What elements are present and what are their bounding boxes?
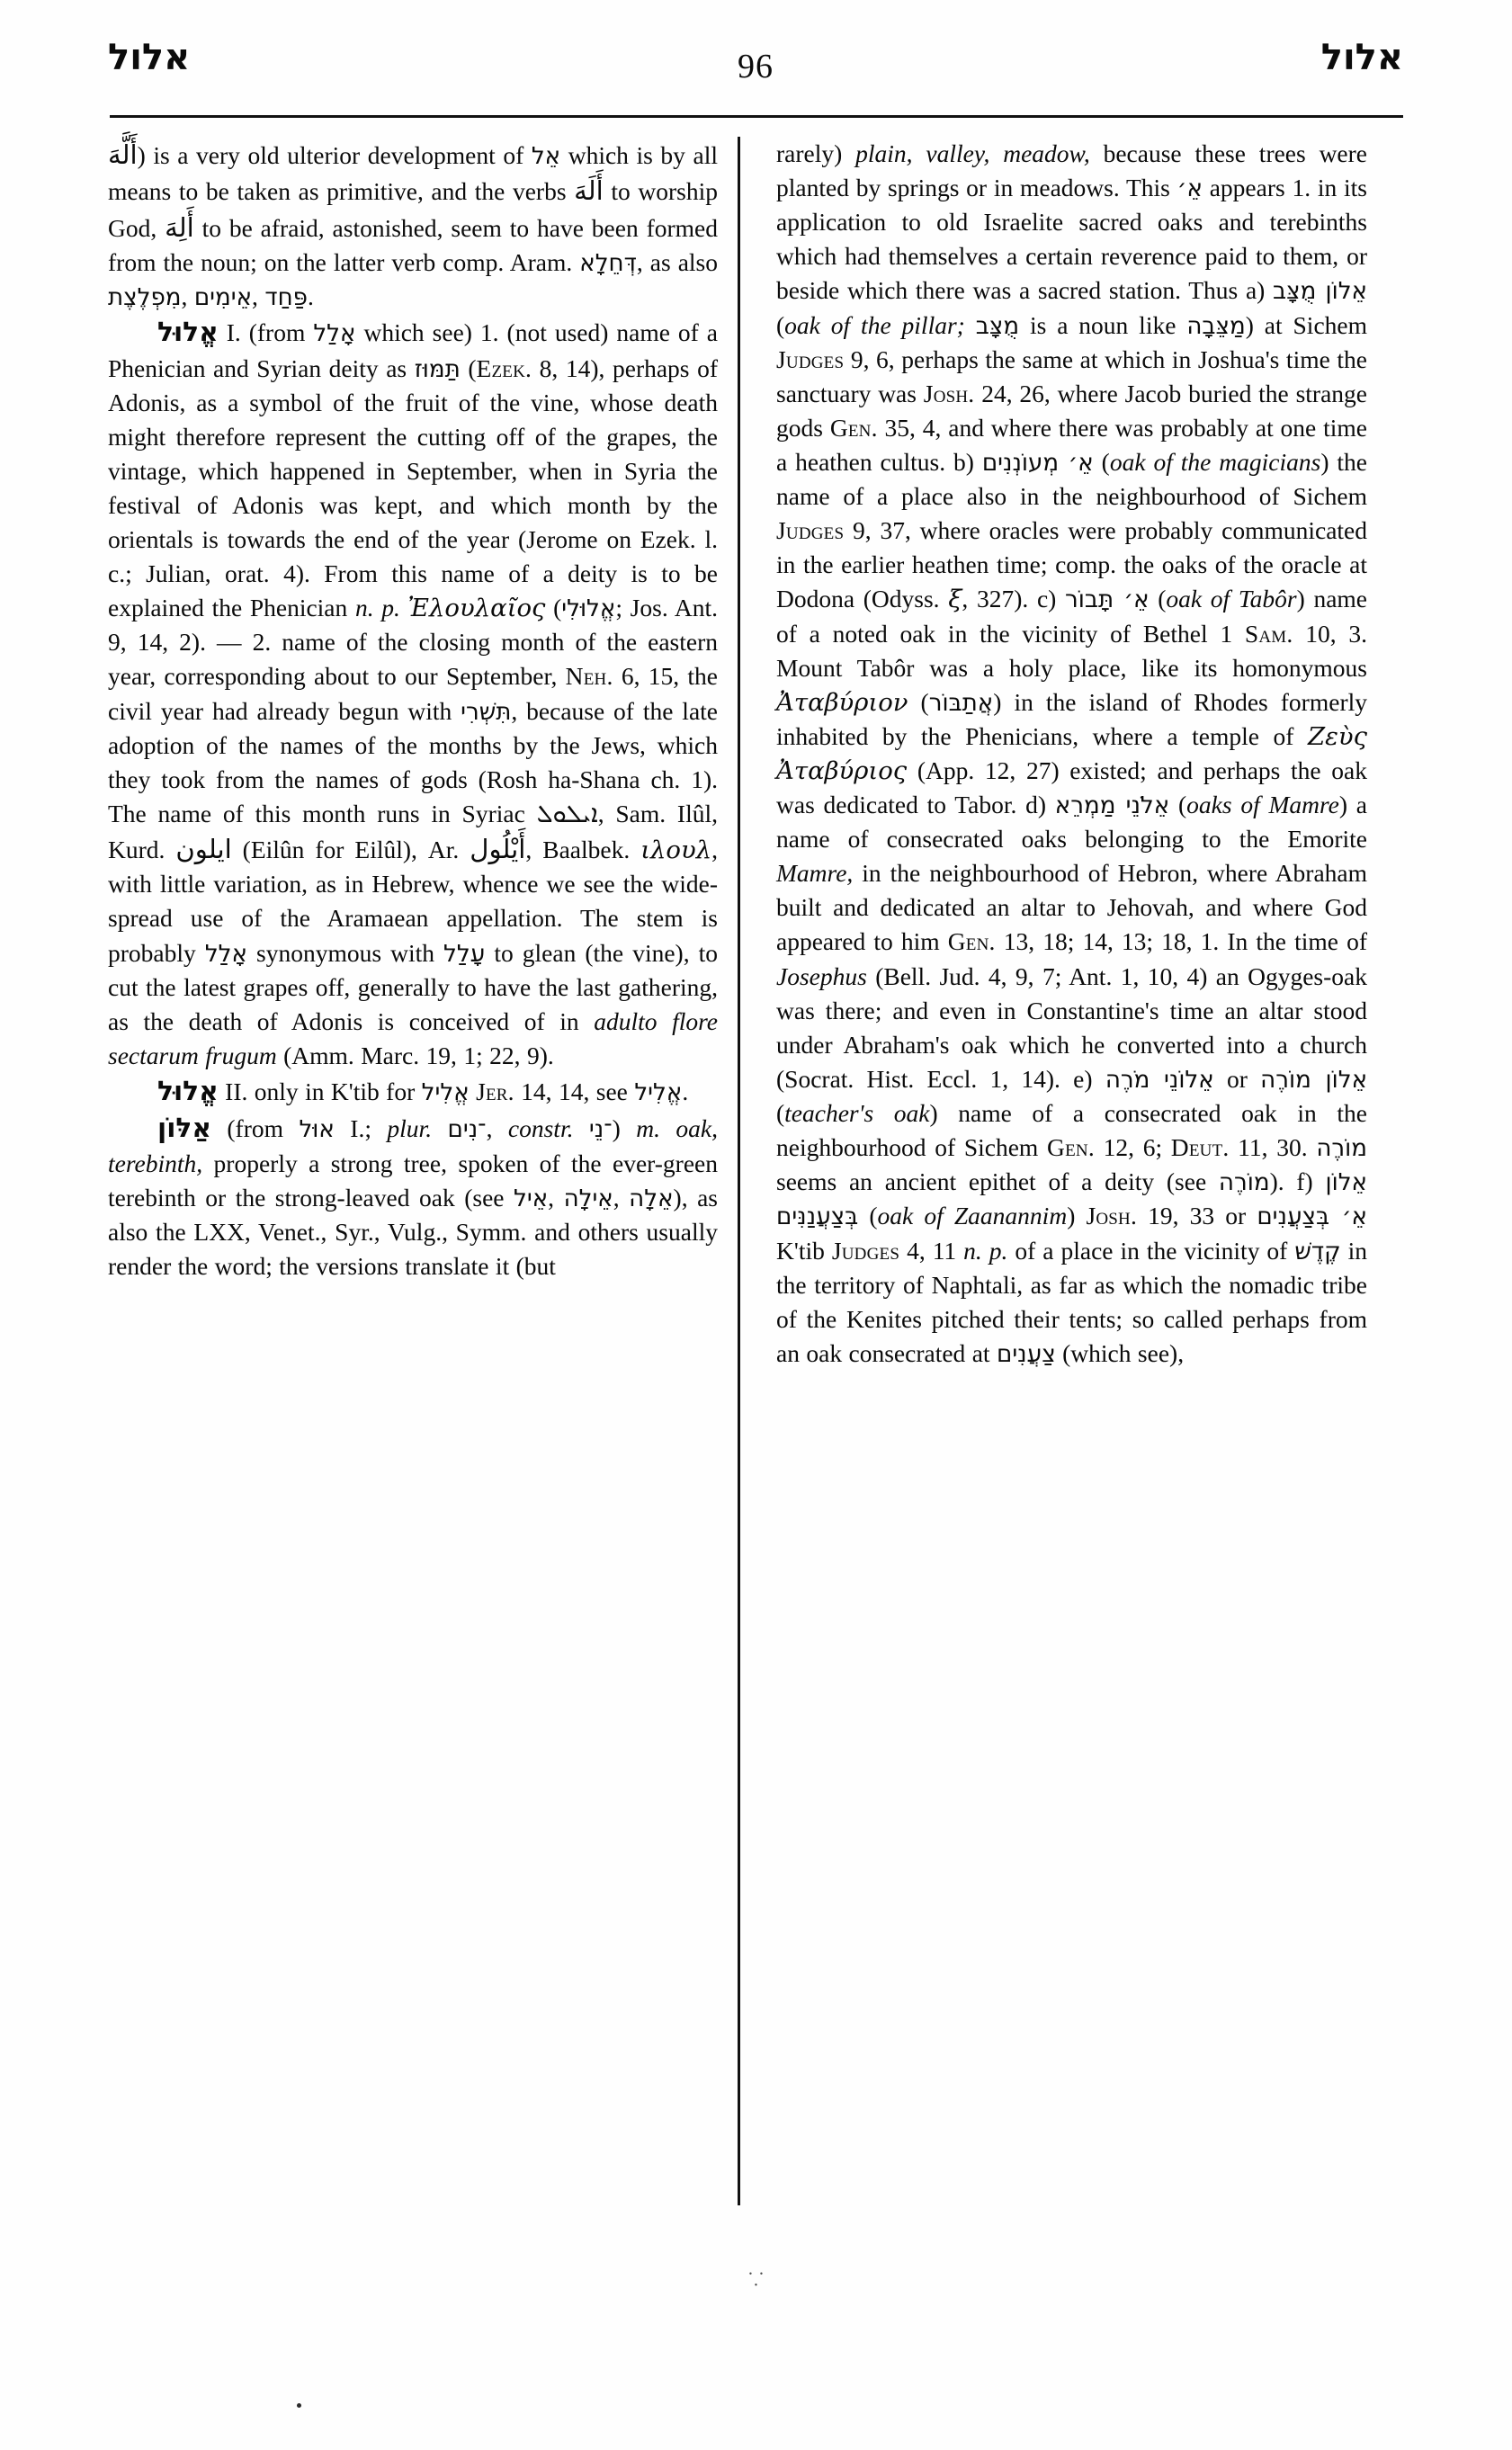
entry-paragraph-allon: אַלּוֹן (from אוּל I.; plur. ־נִים, constr. ־נֵי) m. oak, terebinth, properly a strong tree, spoken of the ever-green terebinth or the strong-leaved oak (see אֵיל, אֵילָה, אֵלָה), as also the LXX, Venet., Syr., Vulg., Symm. and others usually render the word; the versions translate it (but (108, 1113, 718, 1281)
hebrew-abbrev-alef: אֵ׳ (1176, 175, 1203, 203)
scripture-ref-gen-13: Gen. (947, 927, 996, 956)
scripture-ref-judges-9-6: Judges (776, 344, 845, 373)
footer-ornament: ⸪ (748, 2270, 764, 2290)
page-number: 96 (738, 48, 774, 85)
scripture-ref-ezek: Ezek. (476, 353, 532, 382)
hebrew-word-atabor: אֲתַבּוֹר (928, 689, 994, 717)
hebrew-word-zaanim: צַעֲנִים (997, 1340, 1056, 1368)
hebrew-phrase-alef-tabor: אֵ׳ תָּבוֹר (1065, 586, 1150, 614)
entry-paragraph-allon-continued: rarely) plain, valley, meadow, because these trees were planted by springs or in meadows. This אֵ׳ appears 1. in its application to old Israelite sacred oaks and terebinths which had themselves a certain reverence paid to them, or beside which there was a sacred station. Thus a) אֵלוֹן מֻצָּב (oak of the pillar; מֻצָּב is a noun like מַצֵּבָה) at Sichem Judges 9, 6, perhaps the same at which in Joshua's time the sanctuary was Josh. 24, 26, where Jacob buried the strange gods Gen. 35, 4, and where there was probably at one time a heathen cultus. b) אֵ׳ מְעוֹנְנִים (oak of the magicians) the name of a place also in the neighbourhood of Sichem Judges 9, 37, where oracles were probably communicated in the earlier heathen time; comp. the oaks of the oracle at Dodona (Odyss. ξ, 327). c) אֵ׳ תָּבוֹר (oak of Tabôr) name of a noted oak in the vicinity of Bethel 1 Sam. 10, 3. Mount Tabôr was a holy place, like its homonymous Ἀταβύριον (אֲתַבּוֹר) in the island of Rhodes formerly inhabited by the Phenicians, where a temple of Ζεὺς Ἀταβύριος (App. 12, 27) existed; and perhaps the oak was dedicated to Tabor. d) אֵלֹנֵי מַמְרֵא (oaks of Mamre) a name of consecrated oaks belonging to the Emorite Mamre, in the neighbourhood of Hebron, where Abraham built and dedicated an altar to Jehovah, and where God appeared to him Gen. 13, 18; 14, 13; 18, 1. In the time of Josephus (Bell. Jud. 4, 9, 7; Ant. 1, 10, 4) an Ogyges-oak was there; and even in Constantine's time an altar stood under Abraham's oak which he converted into a church (Socrat. Hist. Eccl. 1, 14). e) אֵלוֹנֵי מֹרֶה or אֵלוֹן מוֹרֶה (teacher's oak) name of a consecrated oak in the neighbourhood of Sichem Gen. 12, 6; Deut. 11, 30. מוֹרֶה seems an ancient epithet of a deity (see מוֹרֶה). f) אֵלוֹן בְּצַעֲנַנִּים (oak of Zaanannim) Josh. 19, 33 or אֵ׳ בְּצַעֲנִים K'tib Judges 4, 11 n. p. of a place in the vicinity of קֶדֶשׁ in the territory of Naphtali, as far as which the nomadic tribe of the Kenites pitched their tents; so called perhaps from an oak consecrated at צַעֲנִים (which see), (776, 139, 1368, 1368)
scripture-ref-gen-35: Gen. (829, 413, 878, 442)
hebrew-phrase-elone-moreh: אֵלוֹנֵי מֹרֶה (1105, 1066, 1214, 1094)
hebrew-word-moreh: מוֹרֶה (1316, 1135, 1367, 1163)
headword-allon: אַלּוֹן (157, 1113, 211, 1145)
hebrew-phrase-elon-muzzab: אֵלוֹן מֻצָּב (1273, 278, 1368, 306)
footer-dot (297, 2403, 301, 2408)
hebrew-word-el: אֵל (531, 143, 561, 170)
scripture-ref-judges-4: Judges (831, 1236, 900, 1265)
column-left (108, 137, 738, 2205)
hebrew-phrase-alef-meonenim: אֵ׳ מְעוֹנְנִים (981, 449, 1094, 477)
hebrew-word-miflezet: מִפְלֶצֶת (108, 284, 182, 312)
hebrew-word-alal: אָלַל (313, 320, 356, 348)
hebrew-word-eyl: אֵיל (514, 1185, 549, 1213)
running-head (108, 37, 1403, 112)
scripture-ref-sam: Sam. (1244, 619, 1293, 648)
hebrew-word-ul: אוּל (299, 1116, 335, 1144)
hebrew-word-pachad: פַּחַד (264, 284, 308, 312)
arabic-word-aliha: أَلِهَ (165, 211, 194, 243)
greek-letter-xi: ξ (948, 585, 962, 614)
hebrew-word-elil-see: אֱלִיל (634, 1078, 683, 1106)
column-right (738, 137, 1367, 2205)
hebrew-plural-nim: ־נִים (447, 1116, 487, 1144)
hebrew-phrase-alef-bezaanim: אֵ׳ בְּצַעֲנִים (1257, 1203, 1367, 1231)
header-rule (110, 115, 1403, 118)
scripture-ref-jer: Jer. (476, 1077, 514, 1105)
running-head-left-headword: אלול (108, 37, 191, 78)
syriac-word-ilul: ܐܝܠܘܠ (536, 799, 598, 828)
hebrew-word-muzzab: מֻצָּב (975, 312, 1020, 340)
hebrew-word-elah: אֵלָה (629, 1185, 674, 1213)
arabic-word-alaha: أَلَهَ (574, 175, 604, 207)
hebrew-phrase-elon-moreh: אֵלוֹן מוֹרֶה (1260, 1066, 1368, 1094)
aramaic-word-dechela: דְּחֵלָא (579, 250, 637, 278)
headword-elul-i: אֱלוּל (157, 317, 219, 349)
hebrew-word-kedesh: קֶדֶשׁ (1294, 1238, 1341, 1265)
hebrew-word-moreh-see: מוֹרֶה (1218, 1169, 1270, 1197)
greek-word-zeus-atabyrios: Ζεὺς Ἀταβύριος (776, 721, 1367, 785)
hebrew-word-eylah: אֵילָה (563, 1185, 613, 1213)
running-head-right-headword: אלול (1320, 37, 1403, 78)
arabic-word-aylul: أَيْلُول (470, 833, 526, 864)
hebrew-phrase-elone-mamre: אֵלֹנֵי מַמְרֵא (1054, 792, 1170, 820)
entry-paragraph-elul-one: אֱלוּל I. (from אָלַל which see) 1. (not used) name of a Phenician and Syrian deity as תַּמּוּז (Ezek. 8, 14), perhaps of Adonis, as a symbol of the fruit of the vine, whose death might therefore represent the cutting off of the grapes, the vintage, which happened in September, when in Syria the festival of Adonis was kept, and which month by the orientals is towards the end of the year (Jerome on Ezek. l. c.; Julian, orat. 4). From this name of a deity is to be explained the Phenician n. p. Ἐλουλαῖος (אֱלוּלִי; Jos. Ant. 9, 14, 2). — 2. name of the closing month of the eastern year, corresponding about to our September, Neh. 6, 15, the civil year had already begun with תִּשְׁרִי, because of the late adoption of the names of the months by the Jews, which they took from the names of gods (Rosh ha-Shana ch. 1). The name of this month runs in Syriac ܐܝܠܘܠ, Sam. Ilûl, Kurd. ايلون (Eilûn for Eilûl), Ar. أَيْلُول, Baalbek. ιλουλ, with little variation, as in Hebrew, whence we see the wide-spread use of the Aramaean appellation. The stem is probably אָלַל synonymous with עָלַל to glean (the vine), to cut the latest grapes off, generally to have the last gathering, as the death of Adonis is conceived of in adulto flore sectarum frugum (Amm. Marc. 19, 1; 22, 9). (108, 317, 719, 1069)
greek-word-eloulaios: Ἐλουλαῖος (407, 594, 546, 623)
hebrew-constr-ne: ־נֵי (588, 1116, 613, 1144)
entry-paragraph-allaha: أَلَّهَ) is a very old ulterior development of אֵל which is by all means to be taken as primitive, and the verbs أَلَهَ to worship God, أَلِهَ to be afraid, astonished, seem to have been formed from the noun; on the latter verb comp. Aram. דְּחֵלָא, as also מִפְלֶצֶת, אֵימִים, פַּחַד. (108, 139, 718, 312)
arabic-word-allaha: أَلَّهَ (108, 139, 138, 170)
hebrew-word-eluli: אֱלוּלִי (561, 595, 616, 623)
scripture-ref-gen-12: Gen. (1047, 1133, 1095, 1162)
greek-word-atabyrion: Ἀταβύριον (776, 687, 908, 717)
hebrew-word-elil: אֱלִיל (421, 1078, 470, 1106)
hebrew-word-tammuz: תַּמּוּז (414, 355, 461, 383)
entry-paragraph-elul-two: אֱלוּל II. only in K'tib for אֱלִיל Jer. 14, 14, see אֱלִיל. (157, 1075, 689, 1107)
scripture-ref-neh: Neh. (565, 662, 613, 691)
scripture-ref-josh-19: Josh. (1086, 1202, 1138, 1230)
hebrew-phrase-elon-bezaanannim: אֵלוֹן בְּצַעֲנַנִּים (776, 1169, 1367, 1231)
scripture-ref-josh-24: Josh. (923, 379, 975, 407)
hebrew-word-tishri: תִּשְׁרִי (461, 698, 512, 726)
kurdish-word-eilun: ايلون (175, 833, 232, 864)
greek-word-iloul: ιλουλ (640, 835, 712, 864)
hebrew-word-mazzevah: מַצֵּבָה (1186, 312, 1246, 340)
hebrew-word-alal-stem: אָלַל (204, 940, 247, 968)
headword-elul-ii: אֱלוּל (157, 1075, 219, 1107)
scripture-ref-deut-11: Deut. (1170, 1133, 1230, 1162)
body-columns (108, 137, 1407, 2205)
scripture-ref-judges-9-37: Judges (776, 516, 845, 545)
hebrew-word-alal-ayin: עָלַל (443, 940, 486, 968)
hebrew-word-eimim: אֵימִים (193, 284, 253, 312)
